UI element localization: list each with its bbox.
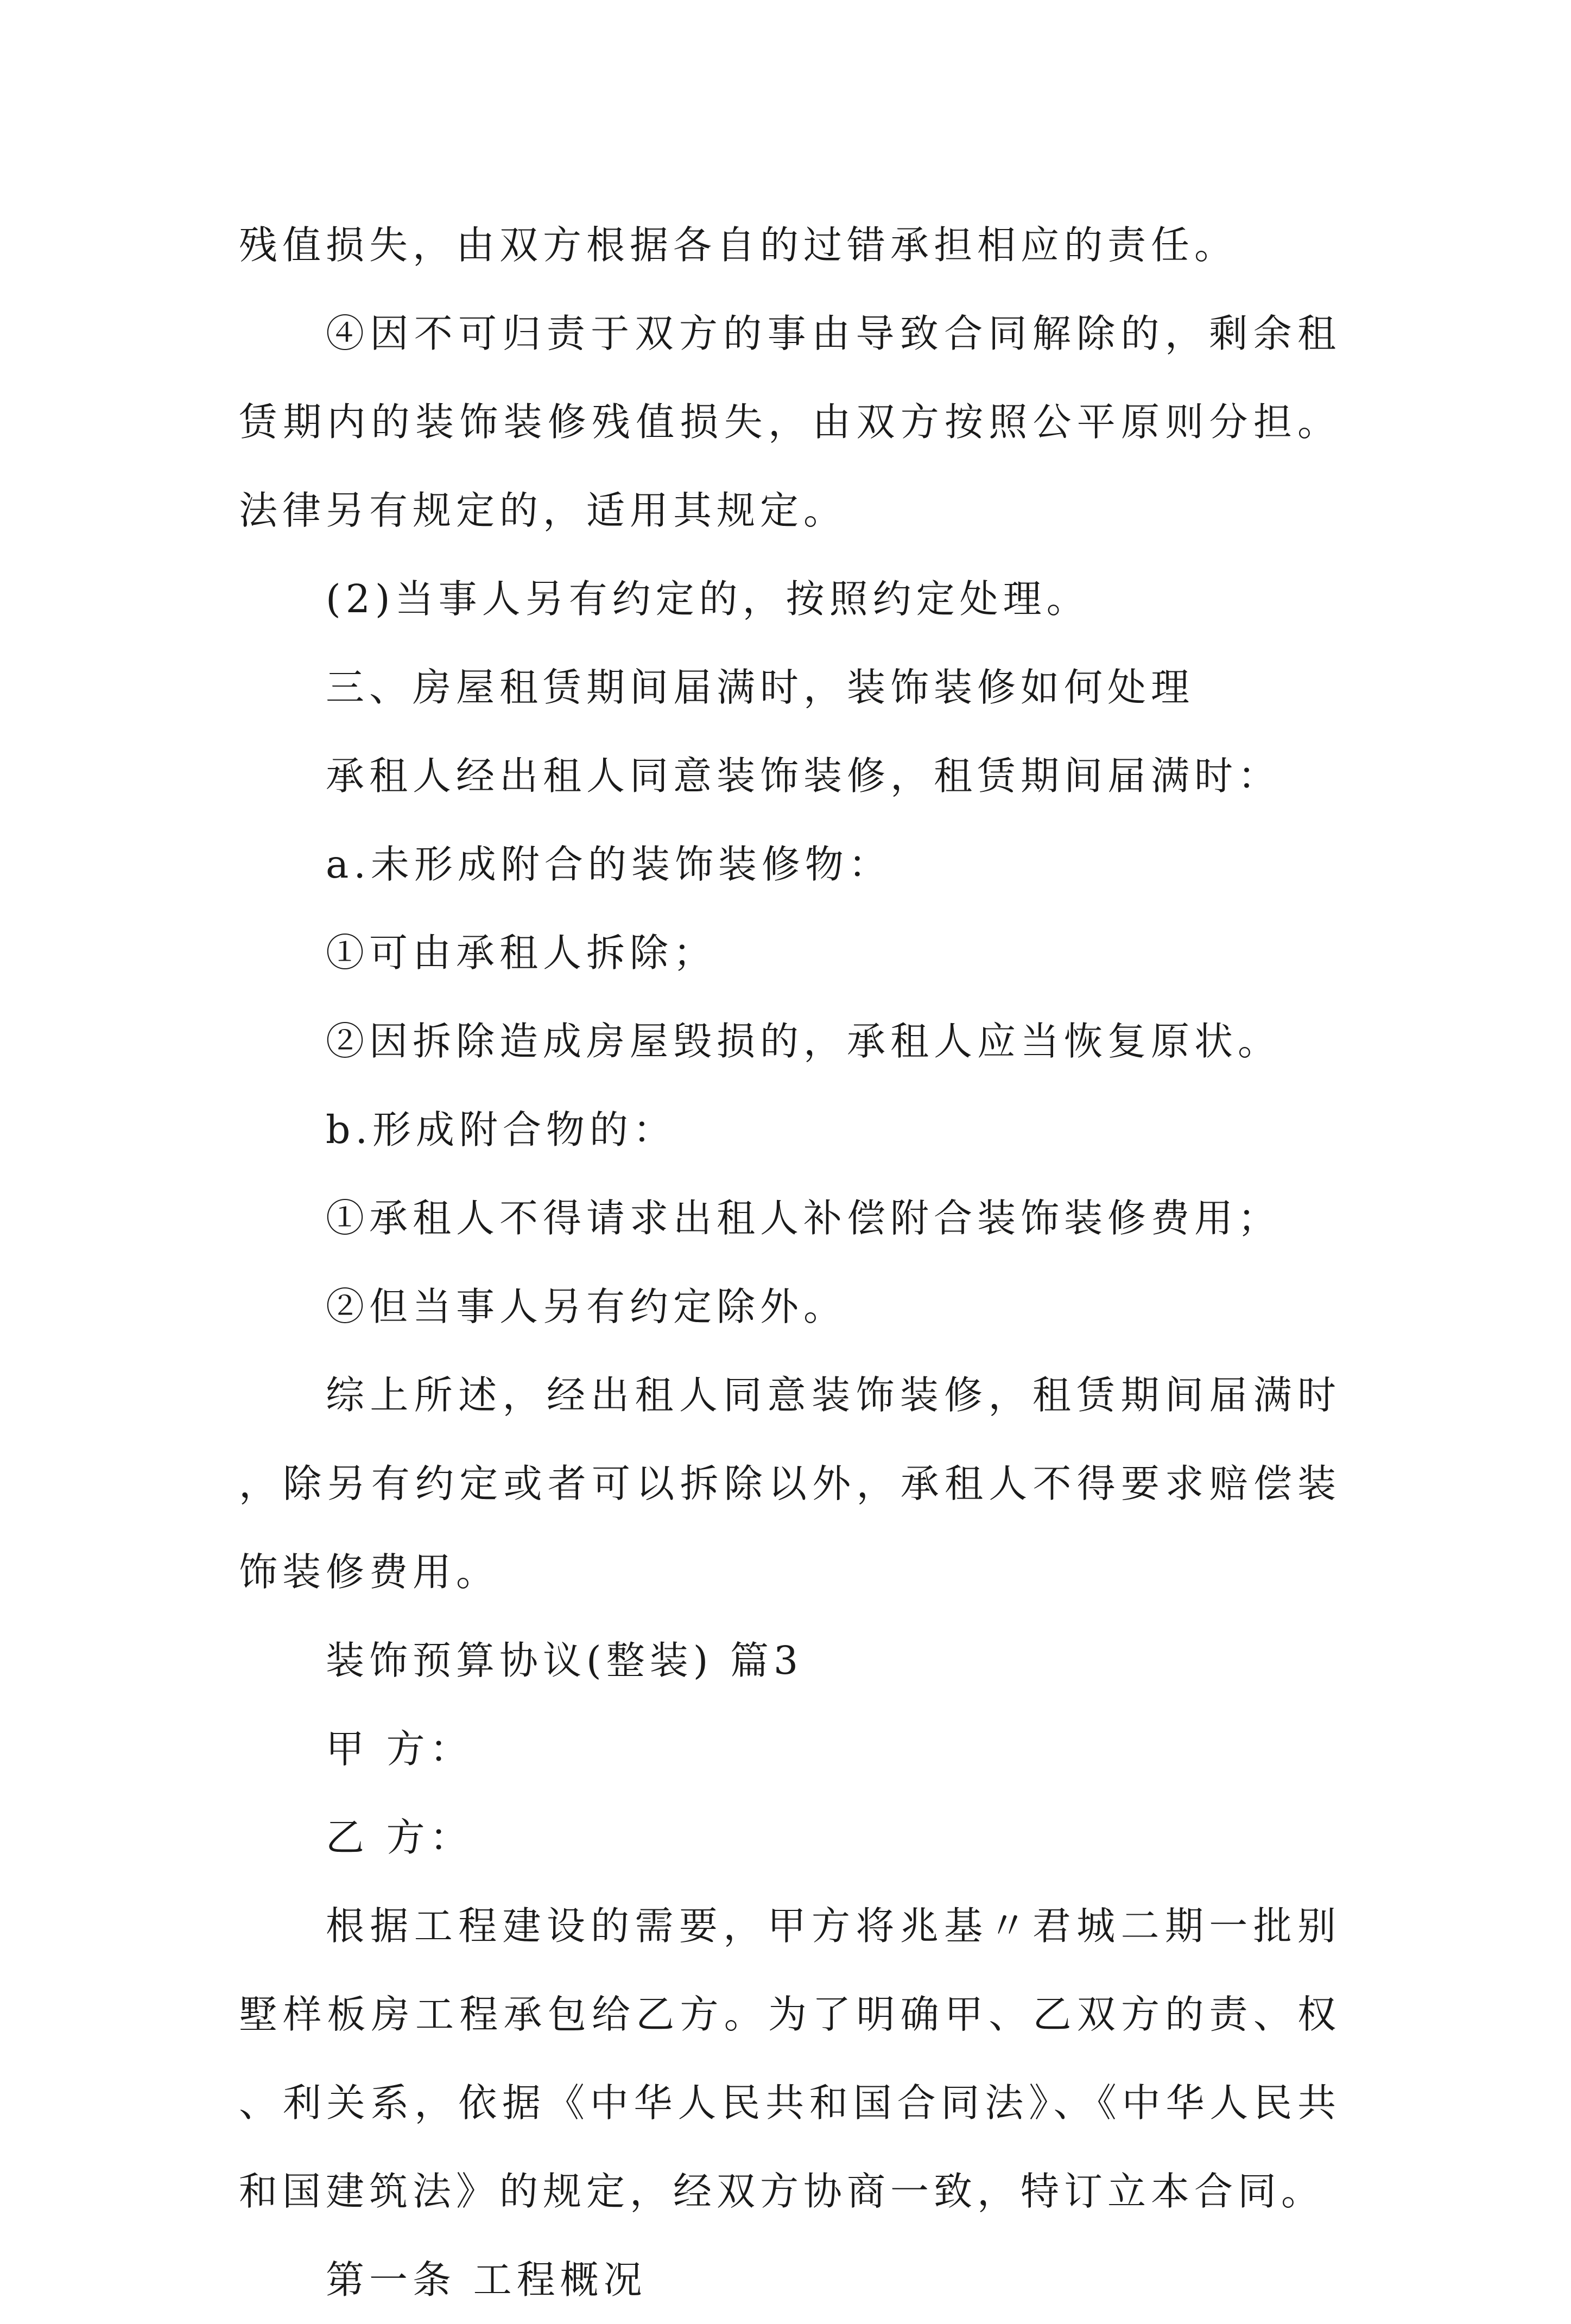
list-item-no-compensation: ①承租人不得请求出租人补偿附合装饰装修费用； (326, 1196, 1282, 1241)
paragraph-summary: 综上所述，经出租人同意装饰装修，租赁期间届满时，除另有约定或者可以拆除以外，承租人不得要求赔偿装饰装修费用。 (239, 1373, 1341, 1595)
party-a-field: 甲 方： (326, 1726, 473, 1771)
paragraph-contract-basis: 根据工程建设的需要，甲方将兆基〃君城二期一批别墅样板房工程承包给乙方。为了明确甲、乙双方的责、权、利关系，依据《中华人民共和国合同法》、《中华人民共和国建筑法》的规定，经双方协商一致，特订立本合同。 (239, 1903, 1341, 2214)
paragraph-force-majeure-termination: ④因不可归责于双方的事由导致合同解除的，剩余租赁期内的装饰装修残值损失，由双方按照公平原则分担。法律另有规定的，适用其规定。 (239, 311, 1341, 533)
document-body (239, 201, 1341, 2324)
list-item-exception: ②但当事人另有约定除外。 (326, 1284, 847, 1329)
list-heading-non-attached: a.未形成附合的装饰装修物： (326, 842, 892, 887)
section-title-part-3: 装饰预算协议(整装) 篇3 (326, 1638, 803, 1683)
section-heading-lease-expiry: 三、房屋租赁期间届满时，装饰装修如何处理 (326, 665, 1195, 710)
paragraph-residual-loss: 残值损失，由双方根据各自的过错承担相应的责任。 (239, 223, 1238, 268)
party-b-field: 乙 方： (326, 1815, 473, 1860)
paragraph-lessee-consent: 承租人经出租人同意装饰装修，租赁期间届满时： (326, 753, 1282, 798)
list-heading-attached: b.形成附合物的： (326, 1107, 677, 1152)
list-item-restore: ②因拆除造成房屋毁损的，承租人应当恢复原状。 (326, 1019, 1282, 1064)
paragraph-other-agreement: (2)当事人另有约定的，按照约定处理。 (326, 576, 1090, 621)
list-item-removable: ①可由承租人拆除； (326, 930, 717, 975)
article-heading-project-overview: 第一条 工程概况 (326, 2257, 647, 2302)
